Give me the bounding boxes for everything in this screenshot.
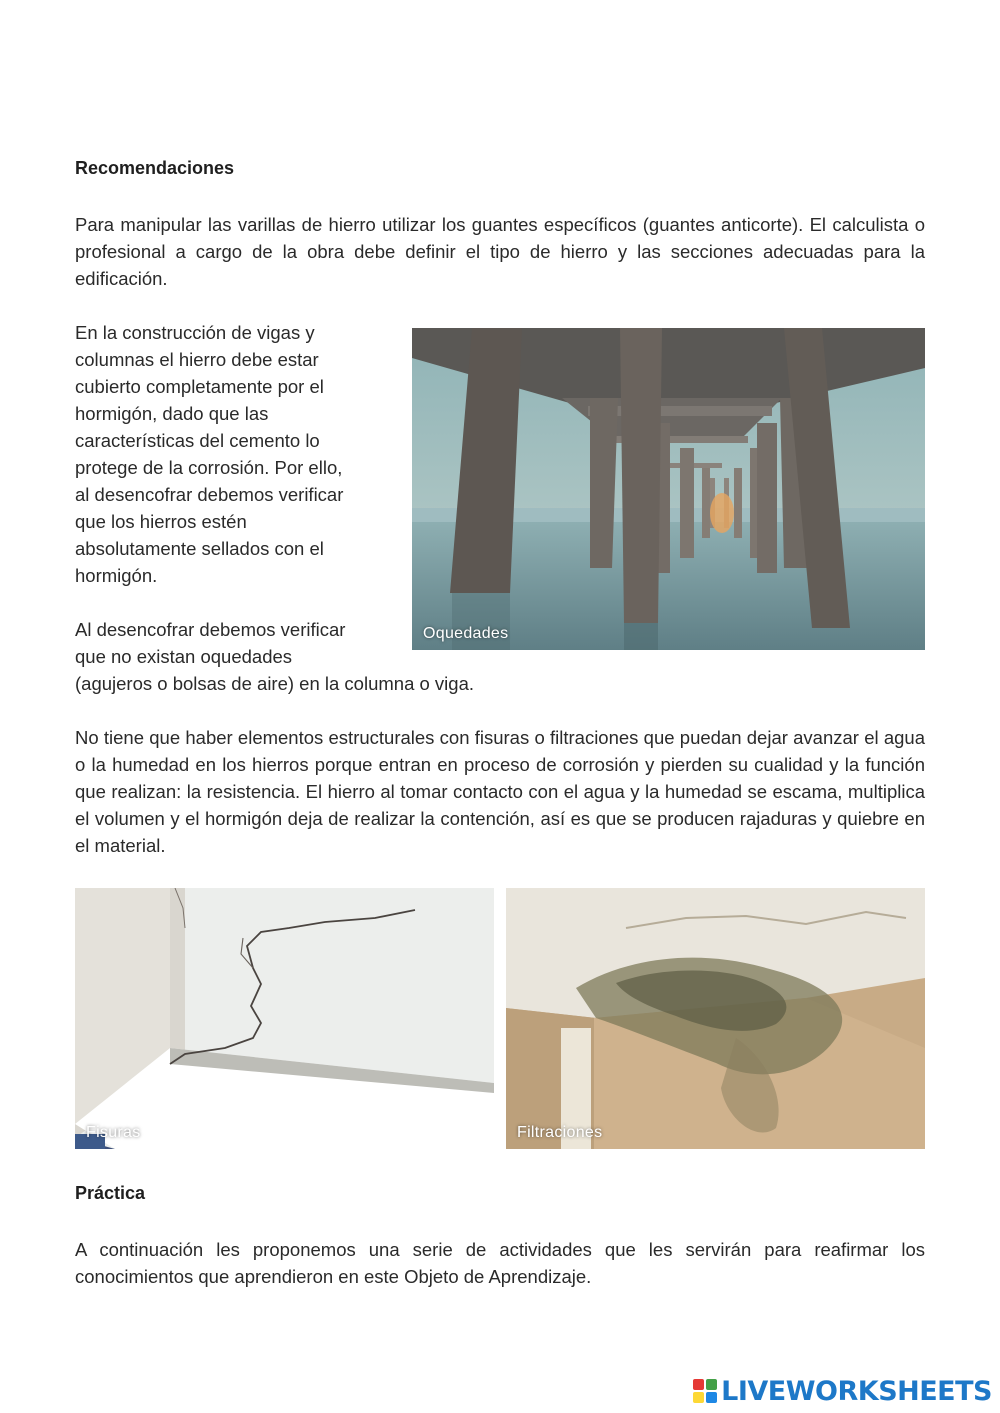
text-line: que los hierros estén — [75, 511, 247, 532]
text-line: En la construcción de vigas y — [75, 322, 315, 343]
text-line: Al desencofrar debemos verificar — [75, 619, 346, 640]
logo-square-green — [706, 1379, 717, 1390]
text-line: hormigón, dado que las — [75, 403, 269, 424]
pier-photo-icon — [412, 328, 925, 650]
liveworksheets-mark-icon — [693, 1379, 717, 1403]
crack-wall-photo-icon — [75, 888, 494, 1149]
text-line: al desencofrar debemos verificar — [75, 484, 344, 505]
logo-text: LIVEWORKSHEETS — [721, 1375, 992, 1407]
section-heading-practica: Práctica — [75, 1183, 146, 1203]
practica-paragraph: A continuación les proponemos una serie de actividades que les servirán para reafirmar los conocimientos que aprendieron en este Objeto de Aprendizaje. — [75, 1239, 925, 1287]
section-heading-recomendaciones: Recomendaciones — [75, 158, 235, 178]
fisuras-photo — [75, 888, 494, 1149]
text-line: que no existan oquedades — [75, 646, 293, 667]
text-line: hormigón. — [75, 565, 158, 586]
filtraciones-caption: Filtraciones — [517, 1124, 603, 1141]
text-line: características del cemento lo — [75, 430, 320, 451]
text-line: protege de la corrosión. Por ello, — [75, 457, 343, 478]
logo-square-blue — [706, 1392, 717, 1403]
liveworksheets-logo[interactable] — [693, 1371, 992, 1411]
oquedades-photo — [412, 328, 925, 650]
text-line: cubierto completamente por el — [75, 376, 324, 397]
filtraciones-photo — [506, 888, 925, 1149]
logo-square-yellow — [693, 1392, 704, 1403]
intro-paragraph: Para manipular las varillas de hierro utilizar los guantes específicos (guantes anticorte). El calculista o profesional a cargo de la obra debe definir el tipo de hierro y las secciones adecuadas para la edificación. — [75, 214, 925, 289]
text-line: (agujeros o bolsas de aire) en la columna o viga. — [75, 673, 475, 694]
logo-square-red — [693, 1379, 704, 1390]
text-line: absolutamente sellados con el — [75, 538, 324, 559]
column-text — [75, 319, 405, 589]
text-line: columnas el hierro debe estar — [75, 349, 319, 370]
oquedades-caption: Oquedades — [423, 625, 509, 642]
corrosion-paragraph: No tiene que haber elementos estructurales con fisuras o filtraciones que puedan dejar avanzar el agua o la humedad en los hierros porque entran en proceso de corrosión y pierden su cualidad y la función que realizan: la resistencia. El hierro al tomar contacto con el agua y la humedad se escama, multiplica el volumen y el hormigón deja de realizar la contención, así es que se producen rajaduras y quiebre en el material. — [75, 727, 925, 856]
water-stain-photo-icon — [506, 888, 925, 1149]
fisuras-caption: Fisuras — [86, 1124, 141, 1141]
